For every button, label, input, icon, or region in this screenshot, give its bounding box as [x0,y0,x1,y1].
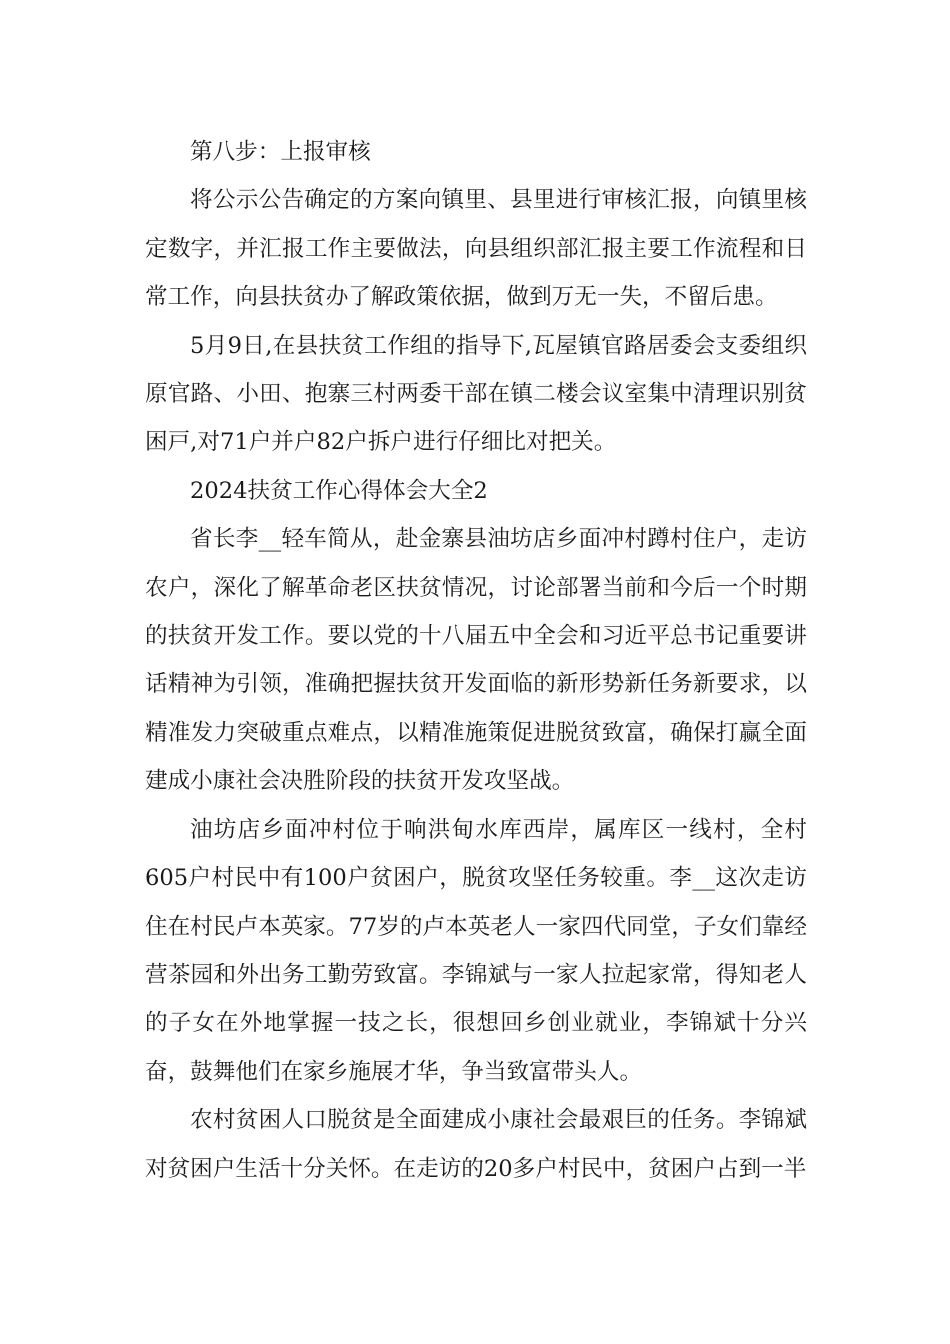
paragraph-may-9: 5月9日,在县扶贫工作组的指导下,瓦屋镇官路居委会支委组织原官路、小田、抱寨三村两委干部在镇二楼会议室集中清理识别贫困戸,对71户并户82户拆户进行仔细比对把关。 [145,332,807,456]
step-heading: 第八步：上报审核 [190,139,371,165]
paragraph-report-review: 将公示公告确定的方案向镇里、县里进行审核汇报，向镇里核定数字，并汇报工作主要做法，向县组织部汇报主要工作流程和日常工作，向县扶贫办了解政策依据，做到万无一失，不留后患。 [145,187,807,311]
paragraph-rural-poverty: 农村贫困人口脱贫是全面建成小康社会最艰巨的任务。李锦斌对贫困户生活十分关怀。在走访的20多户村民中，贫困户占到一半 [145,1107,807,1182]
paragraph-mianchong-village: 油坊店乡面冲村位于响洪甸水库西岸，属库区一线村，全村605户村民中有100户贫困户，脱贫攻坚任务较重。李__这次走访住在村民卢本英家。77岁的卢本英老人一家四代同堂，子女们靠经营茶园和外出务工勤劳致富。李锦斌与一家人拉起家常，得知老人的子女在外地掌握一技之长，很想回乡创业就业，李锦斌十分兴奋，鼓舞他们在家乡施展才华，争当致富带头人。 [145,816,807,1085]
paragraph-governor-visit: 省长李__轻车简从，赴金寨县油坊店乡面冲村蹲村住户，走访农户，深化了解革命老区扶贫情况，讨论部署当前和今后一个时期的扶贫开发工作。要以党的十八届五中全会和习近平总书记重要讲话精神为引领，准确把握扶贫开发面临的新形势新任务新要求，以精准发力突破重点难点，以精准施策促进脱贫致富，确保打赢全面建成小康社会决胜阶段的扶贫开发攻坚战。 [145,526,807,795]
section-title: 2024扶贫工作心得体会大全2 [190,477,488,504]
document-body [145,128,807,1193]
